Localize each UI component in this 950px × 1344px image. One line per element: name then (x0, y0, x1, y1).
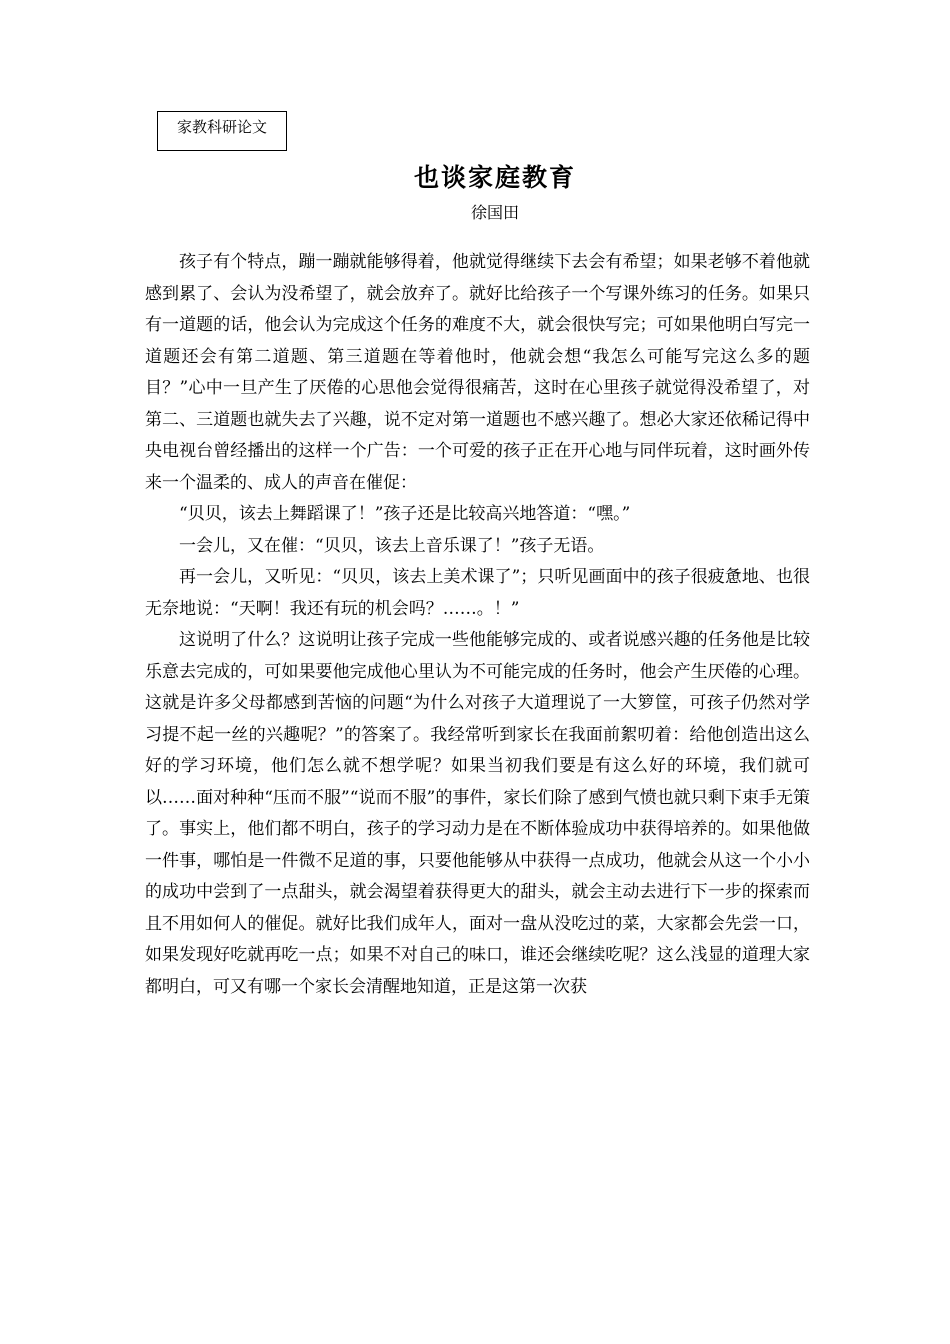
category-tag: 家教科研论文 (176, 118, 267, 136)
paragraph: 这说明了什么？这说明让孩子完成一些他能够完成的、或者说感兴趣的任务他是比较乐意去完成的，可如果要他完成他心里认为不可能完成的任务时，他会产生厌倦的心理。这就是许多父母都感到苦恼的问题“为什么对孩子大道理说了一大箩筐，可孩子仍然对学习提不起一丝的兴趣呢？”的答案了。我经常听到家长在我面前絮叨着：给他创造出这么好的学习环境，他们怎么就不想学呢？如果当初我们要是有这么好的环境，我们就可以……面对种种“压而不服”“说而不服”的事件，家长们除了感到气愤也就只剩下束手无策了。事实上，他们都不明白，孩子的学习动力是在不断体验成功中获得培养的。如果他做一件事，哪怕是一件微不足道的事，只要他能够从中获得一点成功，他就会从这一个小小的成功中尝到了一点甜头，就会渴望着获得更大的甜头，就会主动去进行下一步的探索而且不用如何人的催促。就好比我们成年人，面对一盘从没吃过的菜，大家都会先尝一口，如果发现好吃就再吃一点；如果不对自己的味口，谁还会继续吃呢？这么浅显的道理大家都明白，可又有哪一个家长会清醒地知道，正是这第一次获 (145, 630, 810, 997)
article-body (145, 247, 810, 1003)
category-tag-box (157, 111, 287, 151)
paragraph: 再一会儿，又听见：“贝贝，该去上美术课了”；只听见画面中的孩子很疲惫地、也很无奈地说：“天啊！我还有玩的机会吗？……。！” (145, 567, 810, 619)
article-author: 徐国田 (470, 203, 519, 222)
paragraph: 孩子有个特点，蹦一蹦就能够得着，他就觉得继续下去会有希望；如果老够不着他就感到累了、会认为没希望了，就会放弃了。就好比给孩子一个写课外练习的任务。如果只有一道题的话，他会认为完成这个任务的难度不大，就会很快写完；可如果他明白写完一道题还会有第二道题、第三道题在等着他时，他就会想“我怎么可能写完这么多的题目？”心中一旦产生了厌倦的心思他会觉得很痛苦，这时在心里孩子就觉得没希望了，对第二、三道题也就失去了兴趣，说不定对第一道题也不感兴趣了。想必大家还依稀记得中央电视台曾经播出的这样一个广告：一个可爱的孩子正在开心地与同伴玩着，这时画外传来一个温柔的、成人的声音在催促： (145, 252, 810, 493)
article-title: 也谈家庭教育 (413, 163, 576, 192)
paragraph: 一会儿，又在催：“贝贝，该去上音乐课了！”孩子无语。 (179, 535, 605, 556)
paragraph: “贝贝，该去上舞蹈课了！”孩子还是比较高兴地答道：“嘿。” (179, 504, 631, 524)
